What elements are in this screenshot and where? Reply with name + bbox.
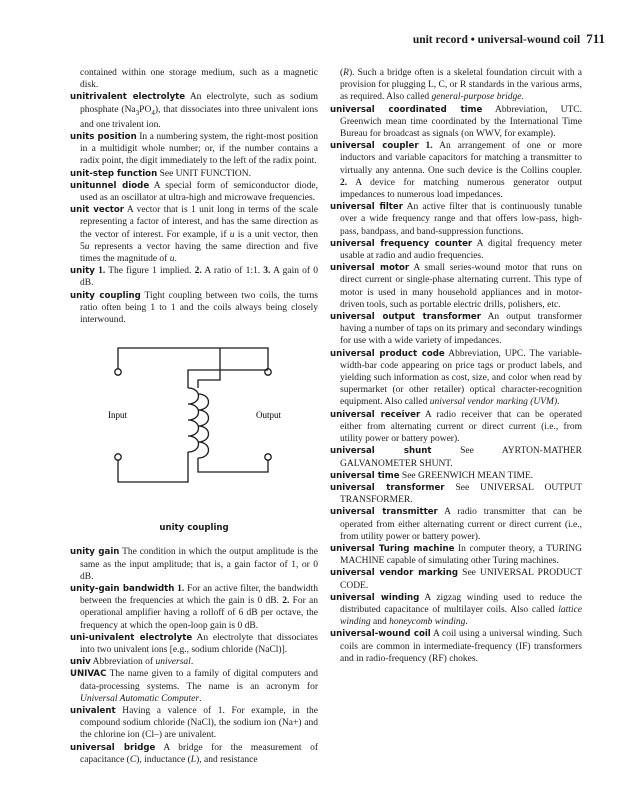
headword: units position — [70, 131, 137, 142]
headword: universal transmitter — [330, 507, 438, 518]
entry-universal-time: universal time See GREENWICH MEAN TIME. — [330, 470, 534, 481]
running-title: unit record • universal-wound coil — [412, 34, 581, 46]
running-header — [413, 31, 605, 47]
entry-univac: UNIVAC The name given to a family of digital computers and data-processing systems. The name is an acronym for Universal Automatic Computer. — [70, 669, 318, 704]
entry-unitunnel-diode: unitunnel diode A special form of semiconductor diode, used as an oscillator at ultra-high and microwave frequencies. — [70, 180, 318, 203]
output-label: Output — [256, 410, 282, 421]
headword: universal time — [330, 470, 400, 481]
headword: unitunnel diode — [70, 180, 150, 191]
entry-unity: unity 1. The figure 1 implied. 2. A ratio of 1:1. 3. A gain of 0 dB. — [70, 266, 318, 289]
entry-uni-univalent-electrolyte: uni-univalent electrolyte An electrolyte that dissociates into two univalent ions [e.g., sodium chloride (NaCl)]. — [70, 632, 318, 655]
coil-secondary — [198, 394, 209, 458]
headword: unity — [70, 266, 95, 277]
headword: unitrivalent electrolyte — [70, 92, 186, 103]
entry-universal-motor: universal motor A small series-wound motor that runs on direct current or single-phase alternating current. This type of motor is used in many household appliances and in motor-driven tools, such as portable electric drills, polishers, etc. — [330, 263, 583, 310]
entry-universal-receiver: universal receiver A radio receiver that can be operated either from alternating current or direct current (i.e., from utility power or battery power). — [330, 409, 582, 445]
headword: univ — [70, 657, 91, 668]
headword: universal bridge — [70, 742, 156, 753]
entry-unitrivalent-electrolyte: unitrivalent electrolyte An electrolyte, such as sodium phosphate $(Na_3PO_4)$, that dissociates into three univalent ions and one trivalent ion. — [70, 92, 318, 130]
headword: unity gain — [70, 547, 120, 558]
entry-unity-gain-bandwidth: unity-gain bandwidth 1. For an active filter, the bandwidth between the frequencies at which the gain is 0 dB. 2. For an operational amplifier having a rolloff of 6 dB per octave, the frequency at which the open-loop gain is 0 dB. — [70, 583, 319, 631]
entry-universal-frequency-counter: universal frequency counter A digital frequency meter usable at radio and audio frequencies. — [330, 238, 582, 262]
entry-univalent: univalent Having a valence of 1. For example, in the compound sodium chloride (NaCl), the sodium ion (Na+) and the chlorine ion (Cl–) are univalent. — [70, 706, 318, 741]
entry-universal-wound-coil: universal-wound coil A coil using a universal winding. Such coils are common in intermediate-frequency (IF) transformers and in radio-frequency (RF) chokes. — [330, 629, 582, 664]
unity-coupling-diagram — [70, 336, 318, 518]
secondary-bottom-wire — [198, 458, 268, 472]
primary-lead-top — [198, 348, 220, 388]
headword: unity-gain bandwidth — [70, 583, 175, 594]
entry-unity-gain: unity gain The condition in which the output amplitude is the same as the input amplitude; that is, a gain factor of 1, or 0 dB. — [70, 547, 318, 582]
headword: unit-step function — [70, 168, 158, 179]
headword: universal coupler — [330, 141, 419, 152]
headword: universal frequency counter — [330, 238, 473, 249]
figure-caption: unity coupling — [159, 523, 229, 534]
entry-universal-shunt: universal shunt See AYRTON-MATHER GALVANOMETER SHUNT. — [330, 446, 583, 469]
headword: universal-wound coil — [330, 629, 431, 640]
entry-universal-bridge: universal bridge A bridge for the measurement of capacitance (C), inductance (L), and resistance — [70, 742, 318, 765]
entry-continuation: (R). Such a bridge often is a skeletal foundation circuit with a provision for plugging L, C, or R standards in the various arms, as required. Also called general-purpose bridge. — [340, 68, 582, 103]
entry-universal-transmitter: universal transmitter A radio transmitter that can be operated from either alternating current or direct current (i.e., from utility power or battery power). — [330, 507, 583, 542]
primary-bottom-wire — [118, 452, 188, 482]
entry-unit-vector: unit vector A vector that is 1 unit long in terms of the scale representing a factor of interest, and has the same direction as the vector of interest. For example, if u is a unit vector, then 5u represents a vector having the same direction and five times the magnitude of u. — [70, 205, 319, 264]
primary-top-wire — [118, 348, 268, 369]
entry-universal-output-transformer: universal output transformer An output transformer having a number of taps on its primary and secondary windings for use with a wide variety of impedances. — [330, 312, 582, 347]
entry-univ: univ Abbreviation of universal. — [70, 657, 194, 668]
entry-universal-coupler: universal coupler 1. An arrangement of one or more inductors and variable capacitors for matching a transmitter to virtually any antenna. One such device is the Collins coupler. 2. A device for matching numerous generator output impedances to numerous load impedances. — [330, 141, 583, 201]
coil-primary — [188, 388, 199, 452]
entry-universal-product-code: universal product code Abbreviation, UPC. The variable-width-bar code appearing on price tags or product labels, and yielding such information as cost, size, and color when read by supermarket (or other retailer) optical character-recognition equipment. Also called universal vendor marking (UVM). — [330, 348, 582, 408]
output-terminal-bottom — [265, 454, 271, 460]
headword: universal shunt — [330, 446, 432, 457]
input-terminal-bottom — [115, 454, 121, 460]
entry-universal-coordinated-time: universal coordinated time Abbreviation, UTC. Greenwich mean time coordinated by the International Time Bureau for broadcast as signals (on WWV, for example). — [330, 104, 582, 140]
headword: universal filter — [330, 202, 403, 213]
input-terminal-top — [115, 369, 121, 375]
page-number: 711 — [586, 31, 605, 46]
headword: uni-univalent electrolyte — [70, 632, 193, 643]
headword: UNIVAC — [70, 669, 107, 680]
entry-unity-coupling: unity coupling Tight coupling between two coils, the turns ratio often being 1 to 1 and the coils always being closely interwound. — [70, 290, 318, 325]
entry-universal-transformer: universal transformer See UNIVERSAL OUTPUT TRANSFORMER. — [330, 482, 583, 506]
entry-universal-turing-machine: universal Turing machine In computer theory, a TURING MACHINE capable of simulating other Turing machines. — [330, 543, 583, 567]
headword: unity coupling — [70, 290, 141, 301]
headword: unit vector — [70, 205, 125, 216]
headword: universal output transformer — [330, 312, 481, 323]
entry-universal-winding: universal winding A zigzag winding used to reduce the distributed capacitance of multilayer coils. Also called lattice winding and honeycomb winding. — [330, 592, 583, 628]
entry-continuation: contained within one storage medium, such as a magnetic disk. — [80, 68, 318, 91]
secondary-lead-top — [188, 370, 268, 388]
headword: universal vendor marking — [330, 568, 459, 579]
headword: univalent — [70, 706, 116, 716]
headword: universal Turing machine — [330, 543, 455, 554]
headword: universal product code — [330, 348, 445, 359]
entry-units-position: units position In a numbering system, the right-most position in a multidigit whole number; or, if the number contains a radix point, the digit immediately to the left of the radix point. — [70, 131, 319, 167]
headword: universal winding — [330, 592, 420, 603]
right-column — [330, 67, 582, 665]
left-column — [70, 67, 318, 766]
entry-unit-step-function: unit-step function See UNIT FUNCTION. — [70, 168, 251, 179]
headword: universal coordinated time — [330, 104, 483, 115]
headword: universal receiver — [330, 409, 421, 420]
unity-coupling-figure — [70, 336, 318, 518]
entry-universal-filter: universal filter An active filter that is continuously tunable over a wide frequency range and that offers low-pass, high-pass, bandpass, and band-suppression functions. — [330, 202, 582, 237]
input-label: Input — [108, 410, 127, 421]
headword: universal transformer — [330, 482, 445, 493]
headword: universal motor — [330, 263, 410, 274]
entry-universal-vendor-marking: universal vendor marking See UNIVERSAL PRODUCT CODE. — [330, 568, 583, 591]
